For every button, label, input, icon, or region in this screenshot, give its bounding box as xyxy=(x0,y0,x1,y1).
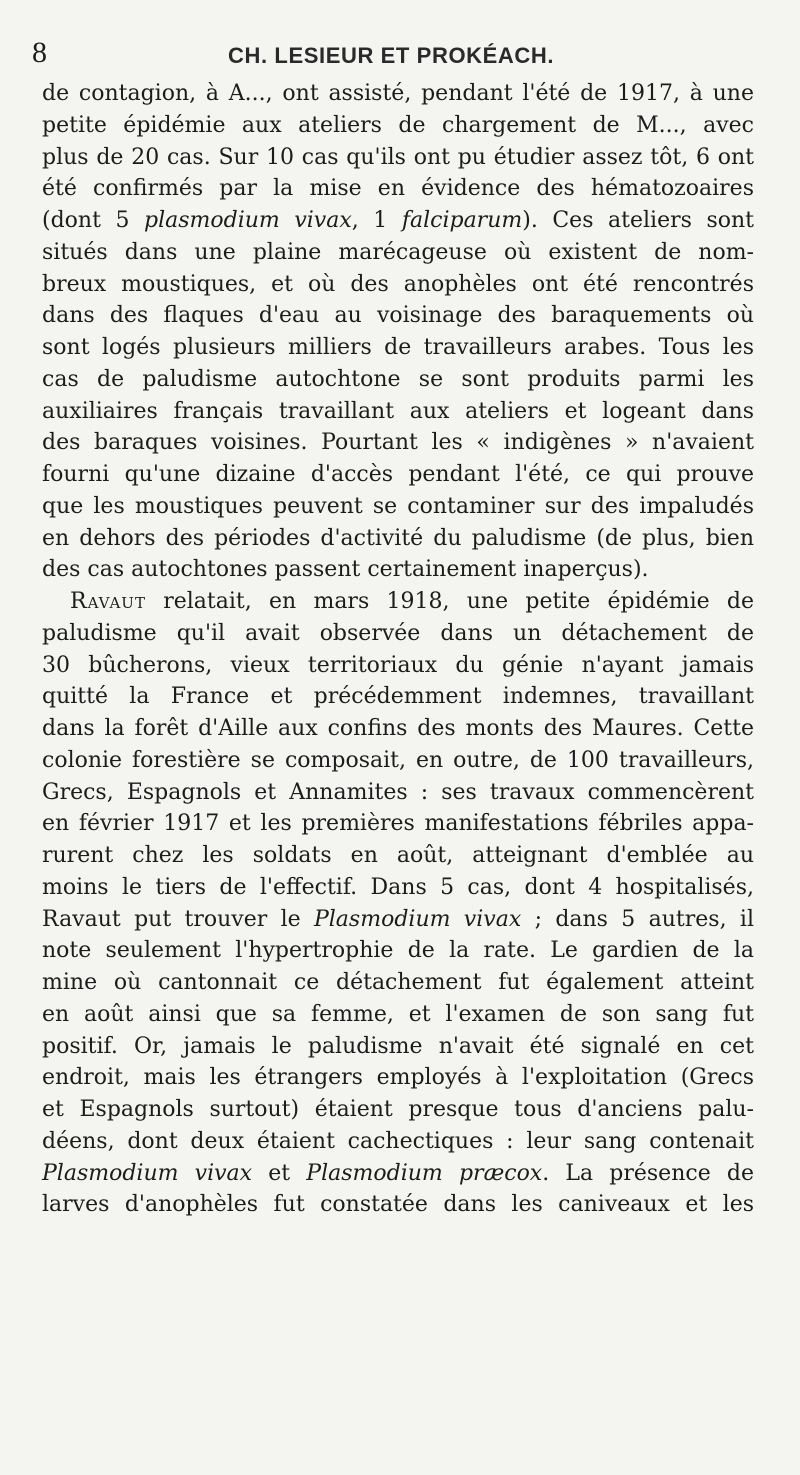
species-name: falciparum xyxy=(401,208,523,233)
text-line: rurent chez les soldats en août, atteignant d'emblée au xyxy=(42,843,754,868)
text-line xyxy=(42,1158,754,1190)
text-line: plus de 20 cas. Sur 10 cas qu'ils ont pu étudier assez tôt, 6 ont xyxy=(42,144,754,170)
text-line: été confirmés par la mise en évidence des hématozoaires xyxy=(42,176,754,202)
paragraph-2 xyxy=(42,586,754,1221)
page-number: 8 xyxy=(32,36,47,69)
text-line: colonie forestière se composait, en outre, de 100 travailleurs, xyxy=(42,747,754,773)
text-line: moins le tiers de l'effectif. Dans 5 cas, dont 4 hospitalisés, xyxy=(42,874,754,900)
text-line: petite épidémie aux ateliers de chargement de M..., avec xyxy=(42,112,754,138)
species-name: Plasmodium præcox xyxy=(306,1160,543,1186)
text-line: fourni qu'une dizaine d'accès pendant l'été, ce qui prouve xyxy=(42,462,754,487)
text-line: note seulement l'hypertrophie de la rate. Le gardien de la xyxy=(42,938,754,964)
text-line: des baraques voisines. Pourtant les « indigènes » n'avaient xyxy=(42,430,754,456)
text-line: sont logés plusieurs milliers de travailleurs arabes. Tous les xyxy=(42,335,754,360)
running-head: CH. LESIEUR ET PROKÉACH. xyxy=(228,43,555,68)
species-name: plasmodium vivax xyxy=(144,208,352,233)
text-run: ; dans 5 autres, il xyxy=(521,906,754,932)
text-line: cas de paludisme autochtone se sont produits parmi les xyxy=(42,366,754,392)
text-run: ). Ces ateliers sont xyxy=(522,208,754,233)
text-line: dans des flaques d'eau au voisinage des baraquements où xyxy=(42,303,754,329)
text-line: des cas autochtones passent certainement inaperçus). xyxy=(42,557,649,583)
text-line: en février 1917 et les premières manifestations fébriles appa- xyxy=(42,811,754,837)
text-line: positif. Or, jamais le paludisme n'avait été signalé en cet xyxy=(42,1033,754,1059)
text-line: 30 bûcherons, vieux territoriaux du génie n'ayant jamais xyxy=(42,652,754,678)
text-line: que les moustiques peuvent se contaminer sur des impaludés xyxy=(42,493,754,519)
body-text xyxy=(42,78,754,1221)
text-line: auxiliaires français travaillant aux ateliers et logeant dans xyxy=(42,398,754,424)
text-line xyxy=(42,205,754,237)
text-line xyxy=(42,904,754,936)
author-name: Ravaut xyxy=(70,589,146,614)
text-line: quitté la France et précédemment indemnes, travaillant xyxy=(42,684,754,710)
text-line: et Espagnols surtout) étaient presque tous d'anciens palu- xyxy=(42,1097,754,1122)
text-line: en dehors des périodes d'activité du paludisme (de plus, bien xyxy=(42,525,754,551)
page-header xyxy=(32,34,772,74)
text-line: dans la forêt d'Aille aux confins des monts des Maures. Cette xyxy=(42,716,754,741)
text-run: et xyxy=(252,1160,307,1186)
text-line: Grecs, Espagnols et Annamites : ses travaux commencèrent xyxy=(42,779,754,805)
paragraph-1 xyxy=(42,78,754,586)
text-line: mine où cantonnait ce détachement fut également atteint xyxy=(42,970,754,995)
text-line: déens, dont deux étaient cachectiques : leur sang contenait xyxy=(42,1128,754,1154)
species-name: Plasmodium vivax xyxy=(313,906,522,932)
species-name: Plasmodium vivax xyxy=(42,1160,253,1186)
text-line: breux moustiques, et où des anophèles ont été rencontrés xyxy=(42,271,754,297)
text-line: situés dans une plaine marécageuse où existent de nom- xyxy=(42,239,754,265)
text-run: Ravaut put trouver le xyxy=(42,906,314,932)
text-run: , 1 xyxy=(351,208,402,233)
text-line: paludisme qu'il avait observée dans un détachement de xyxy=(42,620,754,646)
text-run: (dont 5 xyxy=(42,208,144,233)
text-run: . La présence de xyxy=(542,1160,754,1186)
text-line: de contagion, à A..., ont assisté, pendant l'été de 1917, à une xyxy=(42,81,754,106)
text-line: larves d'anophèles fut constatée dans les caniveaux et les xyxy=(42,1192,754,1218)
text-line: en août ainsi que sa femme, et l'examen de son sang fut xyxy=(42,1001,754,1027)
text-line xyxy=(42,586,754,618)
text-line: endroit, mais les étrangers employés à l'exploitation (Grecs xyxy=(42,1065,754,1091)
text-run: relatait, en mars 1918, une petite épidémie de xyxy=(145,589,754,614)
